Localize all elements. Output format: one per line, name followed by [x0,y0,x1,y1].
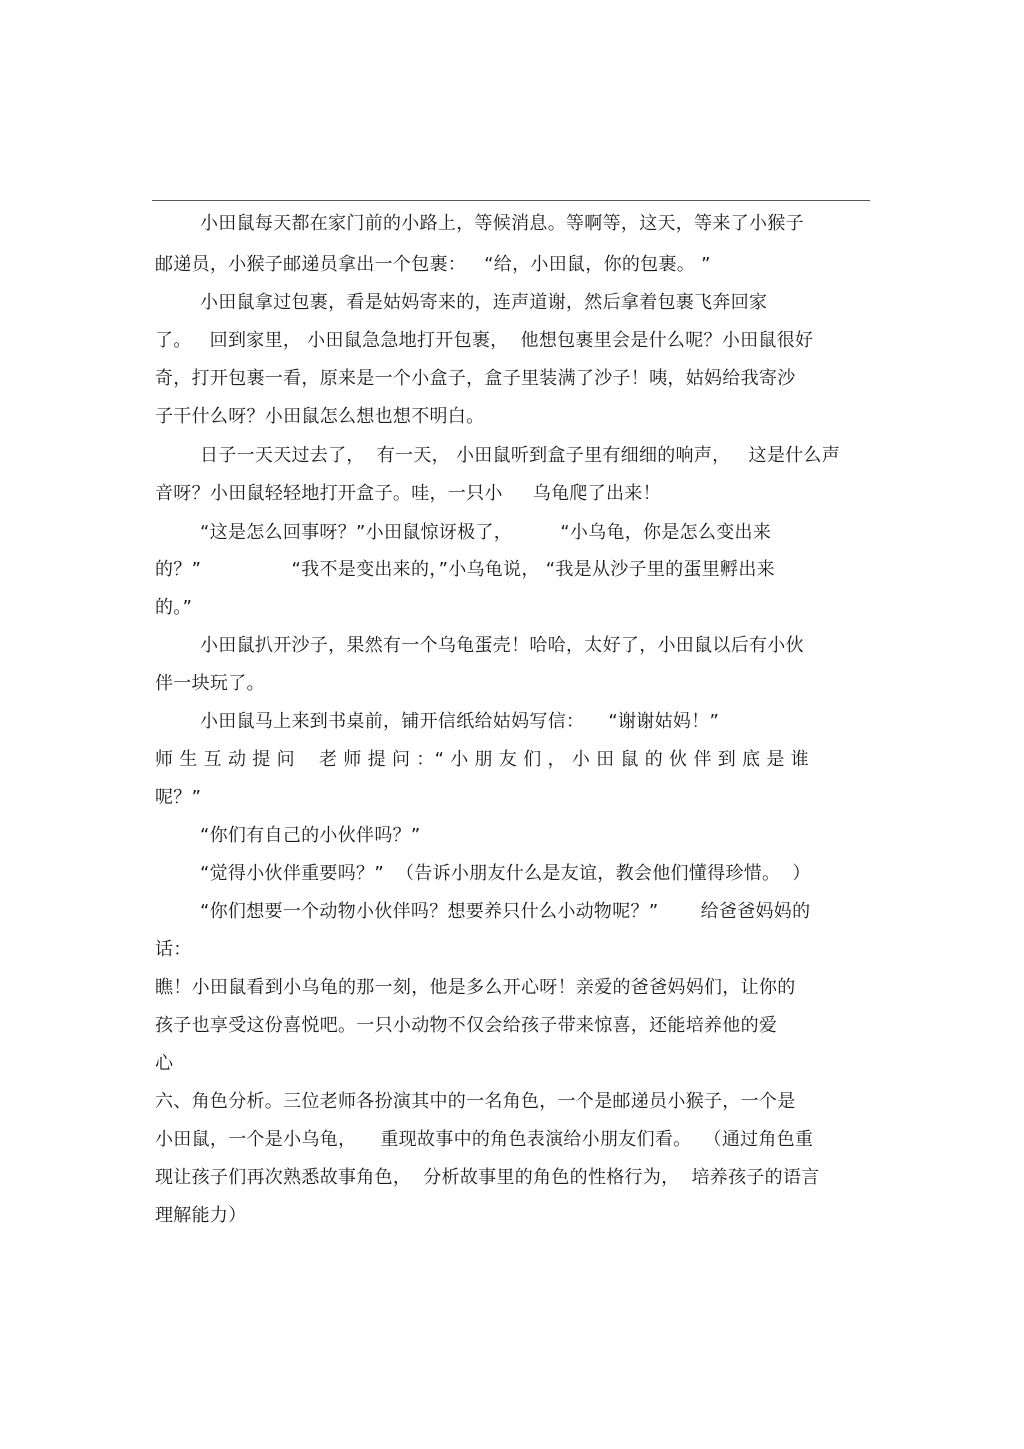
text-line: 话： [155,939,192,960]
text-line: 小田鼠马上来到书桌前，铺开信纸给姑妈写信： “谢谢姑妈！” [200,711,720,732]
text-line: 小田鼠，一个是小乌龟， 重现故事中的角色表演给小朋友们看。 （通过角色重 [155,1129,814,1150]
text-line: 理解能力） [155,1205,247,1226]
text-line: 小田鼠拿过包裹，看是姑妈寄来的，连声道谢，然后拿着包裹飞奔回家 [200,292,768,313]
text-line: 呢？” [155,787,202,808]
text-line: 孩子也享受这份喜悦吧。一只小动物不仅会给孩子带来惊喜，还能培养他的爱 [155,1015,778,1036]
text-line: 音呀？小田鼠轻轻地打开盒子。哇，一只小 乌龟爬了出来！ [155,483,661,504]
text-line: 了。 回到家里， 小田鼠急急地打开包裹， 他想包裹里会是什么呢？小田鼠很好 [155,330,814,351]
text-line: 六、角色分析。三位老师各扮演其中的一名角色，一个是邮递员小猴子，一个是 [155,1091,796,1112]
text-line: 奇，打开包裹一看，原来是一个小盒子，盒子里装满了沙子！咦，姑妈给我寄沙 [155,368,796,389]
text-line: 小田鼠扒开沙子，果然有一个乌龟蛋壳！哈哈，太好了，小田鼠以后有小伙 [200,635,804,656]
text-line: 现让孩子们再次熟悉故事角色， 分析故事里的角色的性格行为， 培养孩子的语言 [155,1167,820,1188]
text-line: 师 生 互 动 提 问 老 师 提 问 ：“ 小 朋 友 们 ， 小 田 鼠 的 伙 伴 到 底 是 谁 [155,749,810,770]
text-line: 瞧！小田鼠看到小乌龟的那一刻，他是多么开心呀！亲爱的爸爸妈妈们，让你的 [155,977,796,998]
text-line: 子干什么呀？小田鼠怎么想也想不明白。 [155,406,485,427]
text-line: 的？” “我不是变出来的，”小乌龟说， “我是从沙子里的蛋里孵出来 [155,559,775,580]
text-line: 的。” [155,597,193,618]
text-line: 邮递员，小猴子邮递员拿出一个包裹： “给，小田鼠，你的包裹。 ” [155,254,711,275]
text-line: “你们想要一个动物小伙伴吗？想要养只什么小动物呢？” 给爸爸妈妈的 [200,901,811,922]
text-line: 心 [155,1053,174,1074]
text-line: “觉得小伙伴重要吗？” （告诉小朋友什么是友谊，教会他们懂得珍惜。 ） [200,863,811,884]
text-line: 小田鼠每天都在家门前的小路上，等候消息。等啊等，这天，等来了小猴子 [200,213,804,234]
text-line: 日子一天天过去了， 有一天， 小田鼠听到盒子里有细细的响声， 这是什么声 [200,445,841,466]
text-line: 伴一块玩了。 [155,673,265,694]
text-line: “你们有自己的小伙伴吗？” [200,825,421,846]
text-line: “这是怎么回事呀？”小田鼠惊讶极了， “小乌龟，你是怎么变出来 [200,522,772,543]
header-rule [152,200,870,201]
